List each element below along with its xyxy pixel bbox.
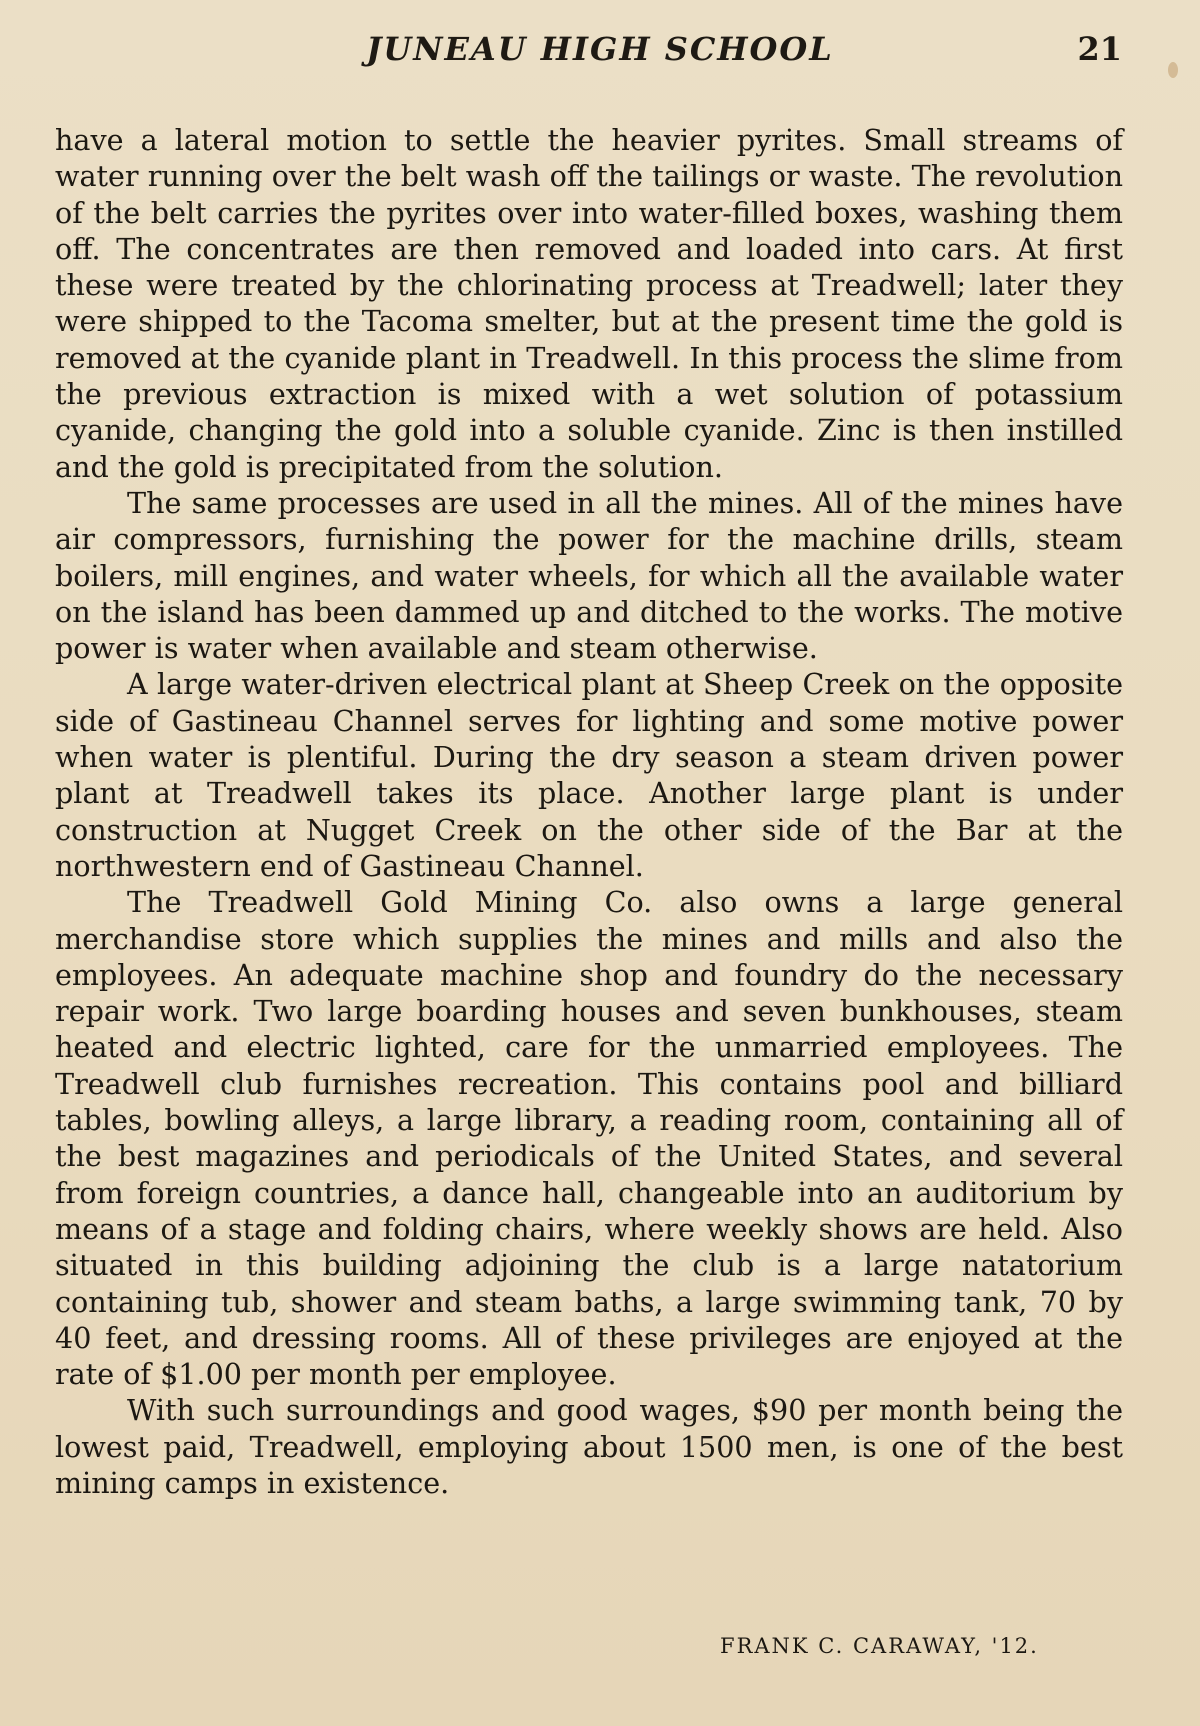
page-header <box>0 30 1200 80</box>
paragraph-4: The Treadwell Gold Mining Co. also owns a large general merchandise store which supplies the mines and mills and also the employees. An adequate machine shop and foundry do the necessary repair work. Two large boarding houses and seven bunkhouses, steam heated and electric lighted, care for the unmarried employees. The Treadwell club furnishes recreation. This contains pool and billiard tables, bowling alleys, a large library, a reading room, containing all of the best magazines and periodicals of the United States, and several from foreign countries, a dance hall, changeable into an auditorium by means of a stage and folding chairs, where weekly shows are held. Also situated in this building adjoining the club is a large natatorium containing tub, shower and steam baths, a large swimming tank, 70 by 40 feet, and dressing rooms. All of these privileges are enjoyed at the rate of $1.00 per month per employee. <box>55 885 1123 1392</box>
paragraph-1: have a lateral motion to settle the heavier pyrites. Small streams of water running over the belt wash off the tailings or waste. The revolution of the belt carries the pyrites over into water-filled boxes, washing them off. The concentrates are then removed and loaded into cars. At first these were treated by the chlorinating process at Treadwell; later they were shipped to the Tacoma smelter, but at the present time the gold is removed at the cyanide plant in Treadwell. In this process the slime from the previous extraction is mixed with a wet solution of potassium cyanide, changing the gold into a soluble cyanide. Zinc is then instilled and the gold is precipitated from the solution. <box>55 123 1123 484</box>
body-text <box>55 122 1123 1501</box>
paragraph-5: With such surroundings and good wages, $90 per month being the lowest paid, Treadwell, employing about 1500 men, is one of the best mining camps in existence. <box>55 1393 1123 1500</box>
author-signature: FRANK C. CARAWAY, '12. <box>720 1634 1039 1658</box>
running-title: JUNEAU HIGH SCHOOL <box>366 30 834 68</box>
paragraph-2: The same processes are used in all the mines. All of the mines have air compressors, furnishing the power for the machine drills, steam boilers, mill engines, and water wheels, for which all the available water on the island has been dammed up and ditched to the works. The motive power is water when available and steam otherwise. <box>55 485 1123 666</box>
paragraph-3: A large water-driven electrical plant at Sheep Creek on the opposite side of Gastineau Channel serves for lighting and some motive power when water is plentiful. During the dry season a steam driven power plant at Treadwell takes its place. Another large plant is under construction at Nugget Creek on the other side of the Bar at the northwestern end of Gastineau Channel. <box>55 667 1123 883</box>
page-number: 21 <box>1077 30 1122 68</box>
